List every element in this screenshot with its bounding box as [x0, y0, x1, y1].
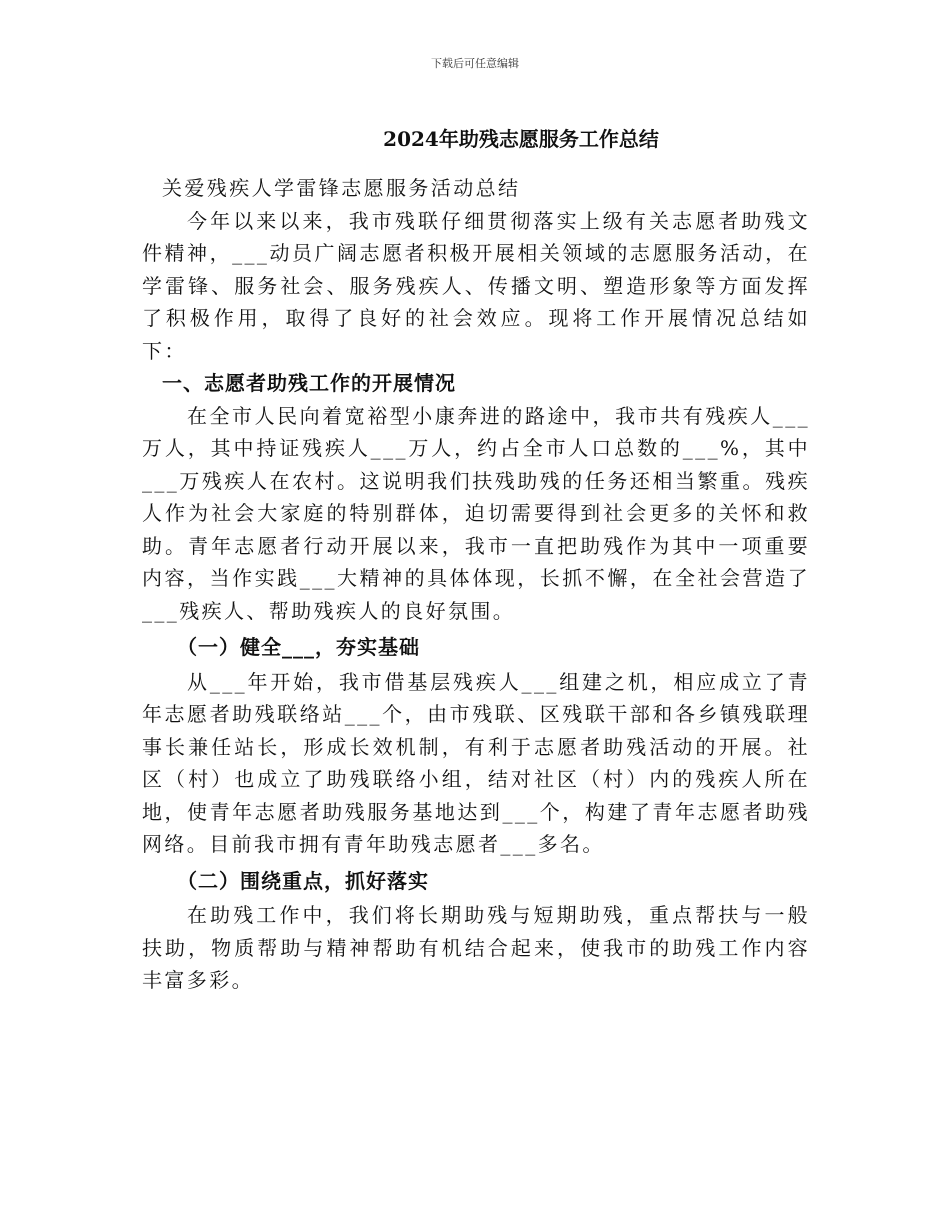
- header-note: 下载后可任意编辑: [431, 57, 519, 70]
- document-body: [142, 124, 810, 997]
- subtitle-paragraph: 关爱残疾人学雷锋志愿服务活动总结: [162, 176, 521, 200]
- subsection-heading-1: （一）健全___，夯实基础: [177, 635, 420, 659]
- subsection-heading-2: （二）围绕重点，抓好落实: [177, 868, 429, 893]
- intro-paragraph: 今年以来以来，我市残联仔细贯彻落实上级有关志愿者助残文件精神，___动员广阔志愿者积极开展相关领域的志愿服务活动，在学雷锋、服务社会、服务残疾人、传播文明、塑造形象等方面发挥了积极作用，取得了良好的社会效应。现将工作开展情况总结如下：: [142, 208, 810, 363]
- subsection-1-paragraph: 从___年开始，我市借基层残疾人___组建之机，相应成立了青年志愿者助残联络站___个，由市残联、区残联干部和各乡镇残联理事长兼任站长，形成长效机制，有利于志愿者助残活动的开展。社区（村）也成立了助残联络小组，结对社区（村）内的残疾人所在地，使青年志愿者助残服务基地达到___个，构建了青年志愿者助残网络。目前我市拥有青年助残志愿者___多名。: [142, 669, 810, 856]
- document-title: 2024年助残志愿服务工作总结: [383, 127, 659, 151]
- section-heading-1: 一、志愿者助残工作的开展情况: [162, 371, 456, 395]
- section-1-paragraph: 在全市人民向着宽裕型小康奔进的路途中，我市共有残疾人___万人，其中持证残疾人___万人，约占全市人口总数的___%，其中___万残疾人在农村。这说明我们扶残助残的任务还相当繁重。残疾人作为社会大家庭的特别群体，迫切需要得到社会更多的关怀和救助。青年志愿者行动开展以来，我市一直把助残作为其中一项重要内容，当作实践___大精神的具体体现，长抓不懈，在全社会营造了___残疾人、帮助残疾人的良好氛围。: [142, 403, 810, 623]
- subsection-2-paragraph: 在助残工作中，我们将长期助残与短期助残，重点帮扶与一般扶助，物质帮助与精神帮助有机结合起来，使我市的助残工作内容丰富多彩。: [142, 903, 810, 992]
